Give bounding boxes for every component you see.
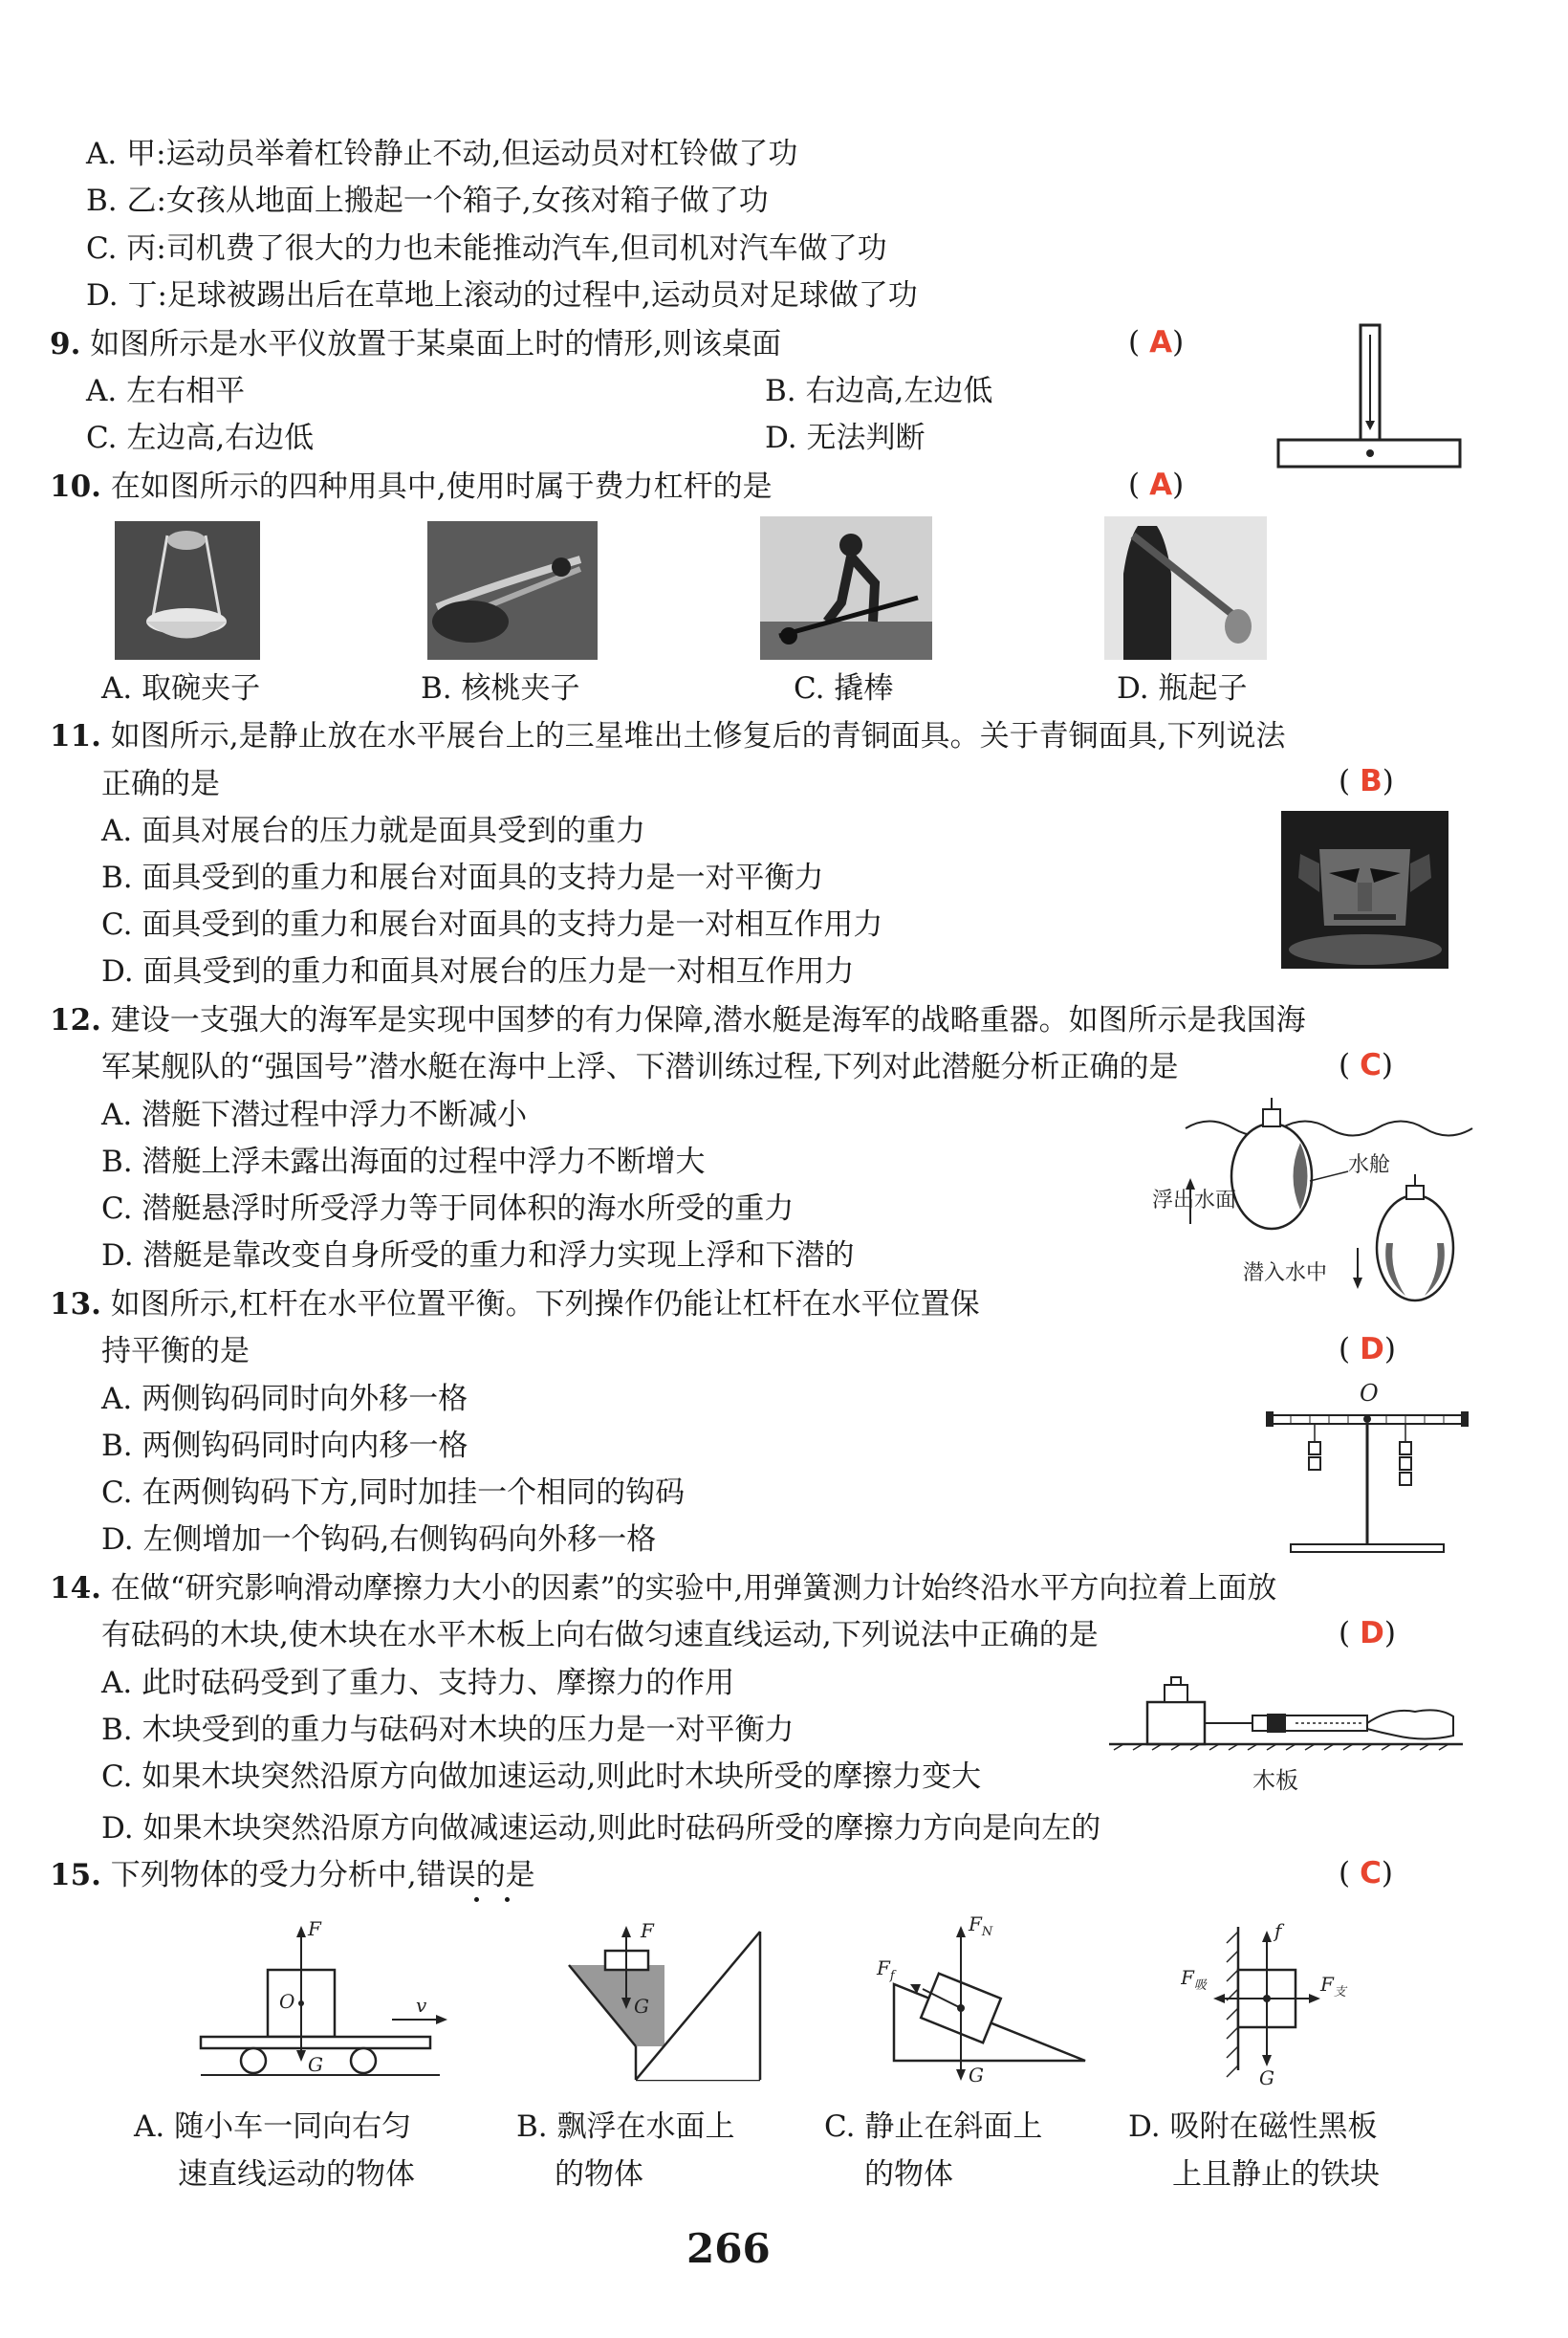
q10-caption-a: A. 取碗夹子 [101, 671, 261, 706]
q14-option-b: B. 木块受到的重力与砝码对木块的压力是一对平衡力 [101, 1713, 795, 1747]
photo-bronze-mask [1281, 811, 1448, 969]
diagram-d-attraction-symbol: F [1181, 1966, 1194, 1989]
q12-number: 12. [50, 1003, 101, 1038]
diagram-a-velocity-label: v [416, 1994, 427, 2017]
q10-number: 10. [50, 470, 101, 504]
diagram-d-attraction-label [1181, 1966, 1208, 1993]
page-number: 266 [686, 2225, 771, 2272]
q11-option-c: C. 面具受到的重力和展台对面具的支持力是一对相互作用力 [101, 907, 883, 942]
nutcracker-illustration [427, 521, 598, 660]
q15-stem [50, 1856, 535, 1894]
q11-answer: (B) [1339, 764, 1404, 798]
q15-answer: (C) [1339, 1856, 1403, 1890]
diagram-d-support-symbol: F [1320, 1973, 1334, 1996]
diagram-a-force-label: F [308, 1917, 321, 1940]
q10-stem [50, 468, 773, 506]
submarine-down-label: 潜入水中 [1243, 1261, 1328, 1285]
q13-stem-text1: 如图所示,杠杆在水平位置平衡。下列操作仍能让杠杆在水平位置保 [110, 1287, 980, 1322]
q10-stem-text: 在如图所示的四种用具中,使用时属于费力杠杆的是 [110, 470, 773, 504]
q9-stem-text: 如图所示是水平仪放置于某桌面上时的情形,则该桌面 [90, 327, 782, 361]
bottle-opener-illustration [1104, 516, 1267, 660]
photo-nutcracker [427, 521, 598, 660]
diagram-d-gravity-label: G [1259, 2066, 1274, 2089]
q9-answer: (A) [1128, 325, 1194, 360]
q12-stem-line1 [50, 1001, 1306, 1039]
submarine-figure [1152, 1090, 1515, 1305]
q13-option-d: D. 左侧增加一个钩码,右侧钩码向外移一格 [101, 1522, 657, 1557]
submarine-tank-label: 水舱 [1348, 1153, 1391, 1177]
diagram-c-friction-symbol: F [877, 1956, 890, 1979]
q15-caption-a-line2: 速直线运动的物体 [178, 2157, 415, 2192]
q13-answer-letter: D [1360, 1332, 1384, 1366]
q11-option-b: B. 面具受到的重力和展台对面具的支持力是一对平衡力 [101, 861, 824, 895]
diagram-b-force-label: F [641, 1922, 654, 1942]
q12-option-b: B. 潜艇上浮未露出海面的过程中浮力不断增大 [101, 1145, 706, 1179]
q12-option-c: C. 潜艇悬浮时所受浮力等于同体积的海水所受的重力 [101, 1191, 795, 1226]
q15-caption-a-line1: A. 随小车一同向右匀 [134, 2109, 412, 2144]
q9-option-b: B. 右边高,左边低 [765, 374, 993, 408]
diagram-c-normal-label [968, 1912, 993, 1939]
diagram-b-gravity-label: G [634, 1995, 649, 2018]
force-diagram-c [865, 1908, 1104, 2089]
q8-option-d: D. 丁:足球被踢出后在草地上滚动的过程中,运动员对足球做了功 [86, 278, 918, 313]
diagram-a-center-label: O [279, 1990, 295, 2013]
diagram-d-support-subscript: 支 [1333, 1985, 1346, 1999]
q14-stem-line2: 有砝码的木块,使木块在水平木板上向右做匀速直线运动,下列说法中正确的是 [101, 1618, 1099, 1652]
lever-pivot-label: O [1360, 1380, 1379, 1407]
spirit-level-figure [1267, 316, 1468, 488]
q10-answer: (A) [1128, 468, 1194, 502]
q13-option-a: A. 两侧钩码同时向外移一格 [101, 1382, 468, 1416]
q15-caption-b-line2: 的物体 [555, 2157, 643, 2192]
bowl-tongs-illustration [115, 521, 260, 660]
q11-stem-line1 [50, 717, 1286, 755]
emphasis-dot [505, 1897, 510, 1902]
q15-caption-d-line2: 上且静止的铁块 [1172, 2157, 1380, 2192]
diagram-c-gravity-label: G [969, 2064, 984, 2087]
crowbar-illustration [760, 516, 932, 660]
q13-number: 13. [50, 1287, 101, 1322]
q12-stem-text1: 建设一支强大的海军是实现中国梦的有力保障,潜水艇是海军的战略重器。如图所示是我国海 [110, 1003, 1306, 1038]
force-diagram-a [191, 1912, 459, 2085]
q14-stem-line1 [50, 1569, 1276, 1607]
q8-option-a: A. 甲:运动员举着杠铃静止不动,但运动员对杠铃做了功 [86, 137, 798, 171]
q9-stem [50, 325, 781, 363]
q15-caption-d-line1: D. 吸附在磁性黑板 [1128, 2109, 1378, 2144]
q11-stem-line2: 正确的是 [101, 767, 220, 801]
q12-answer-letter: C [1360, 1048, 1382, 1082]
diagram-c-normal-symbol: F [969, 1912, 982, 1935]
diagram-d-friction-label: f [1274, 1919, 1282, 1942]
q9-answer-letter: A [1149, 325, 1173, 360]
diagram-d-attraction-subscript: 吸 [1193, 1978, 1207, 1993]
q15-answer-letter: C [1360, 1856, 1382, 1890]
q15-caption-c-line1: C. 静止在斜面上 [824, 2109, 1043, 2144]
diagram-c-friction-subscript: f [889, 1969, 895, 1983]
q12-option-d: D. 潜艇是靠改变自身所受的重力和浮力实现上浮和下潜的 [101, 1238, 855, 1273]
q13-stem-line1 [50, 1285, 980, 1323]
force-diagram-d [1181, 1912, 1410, 2089]
diagram-d-support-label [1319, 1973, 1348, 1999]
q15-caption-b-line1: B. 飘浮在水面上 [516, 2109, 735, 2144]
q10-caption-b: B. 核桃夹子 [421, 671, 580, 706]
q9-option-a: A. 左右相平 [86, 374, 246, 408]
photo-bowl-tongs [115, 521, 260, 660]
friction-experiment-figure [1109, 1654, 1463, 1798]
submarine-up-label: 浮出水面 [1152, 1189, 1237, 1213]
q13-option-b: B. 两侧钩码同时向内移一格 [101, 1429, 468, 1463]
q14-number: 14. [50, 1571, 101, 1606]
q14-option-a: A. 此时砝码受到了重力、支持力、摩擦力的作用 [101, 1666, 735, 1700]
q10-answer-letter: A [1149, 468, 1173, 502]
q15-stem-text: 下列物体的受力分析中,错误的是 [110, 1858, 535, 1892]
bronze-mask-illustration [1281, 811, 1448, 969]
lever-balance-figure [1262, 1377, 1472, 1559]
q12-stem-line2: 军某舰队的“强国号”潜水艇在海中上浮、下潜训练过程,下列对此潜艇分析正确的是 [101, 1050, 1179, 1084]
q11-option-d: D. 面具受到的重力和面具对展台的压力是一对相互作用力 [101, 954, 855, 989]
q11-answer-letter: B [1360, 764, 1383, 798]
q15-caption-c-line2: 的物体 [864, 2157, 953, 2192]
q13-stem-line2: 持平衡的是 [101, 1334, 250, 1368]
q14-answer-letter: D [1360, 1616, 1384, 1650]
q11-option-a: A. 面具对展台的压力就是面具受到的重力 [101, 814, 646, 848]
diagram-c-normal-subscript: N [981, 1925, 993, 1939]
q14-option-d: D. 如果木块突然沿原方向做减速运动,则此时砝码所受的摩擦力方向是向左的 [101, 1811, 1101, 1846]
diagram-a-gravity-label: G [308, 2053, 323, 2076]
photo-bottle-opener [1104, 516, 1267, 660]
q8-option-c: C. 丙:司机费了很大的力也未能推动汽车,但司机对汽车做了功 [86, 231, 887, 266]
q9-number: 9. [50, 327, 81, 361]
q12-answer: (C) [1339, 1048, 1403, 1082]
q10-caption-c: C. 撬棒 [794, 671, 894, 706]
q14-answer: (D) [1339, 1616, 1405, 1650]
emphasis-dot [474, 1897, 479, 1902]
q13-answer: (D) [1339, 1332, 1405, 1366]
q15-number: 15. [50, 1858, 101, 1892]
force-diagram-b [559, 1922, 779, 2085]
q9-option-d: D. 无法判断 [765, 421, 926, 455]
diagram-c-friction-label [876, 1956, 897, 1983]
q11-number: 11. [50, 719, 101, 754]
q14-option-c: C. 如果木块突然沿原方向做加速运动,则此时木块所受的摩擦力变大 [101, 1759, 982, 1794]
board-label: 木板 [1252, 1767, 1298, 1794]
photo-crowbar [760, 516, 932, 660]
q11-stem-text1: 如图所示,是静止放在水平展台上的三星堆出土修复后的青铜面具。关于青铜面具,下列说法 [110, 719, 1286, 754]
q10-caption-d: D. 瓶起子 [1117, 671, 1248, 706]
q8-option-b: B. 乙:女孩从地面上搬起一个箱子,女孩对箱子做了功 [86, 184, 769, 218]
q14-stem-text1: 在做“研究影响滑动摩擦力大小的因素”的实验中,用弹簧测力计始终沿水平方向拉着上面放 [110, 1571, 1277, 1606]
q13-option-c: C. 在两侧钩码下方,同时加挂一个相同的钩码 [101, 1475, 686, 1510]
q12-option-a: A. 潜艇下潜过程中浮力不断减小 [101, 1098, 528, 1132]
q9-option-c: C. 左边高,右边低 [86, 421, 315, 455]
